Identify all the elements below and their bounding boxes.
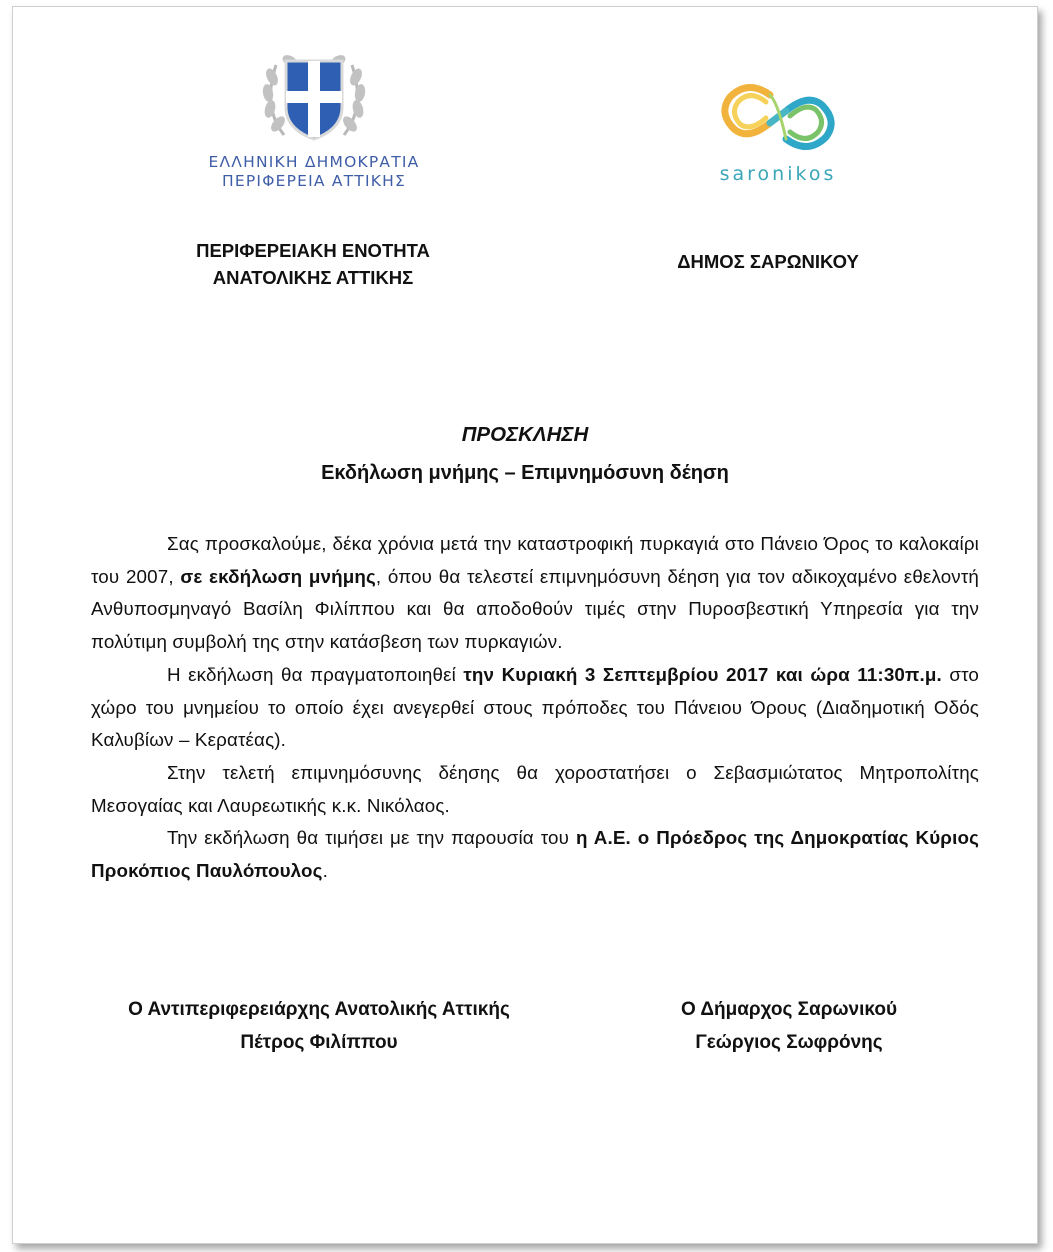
- paragraph-4: [91, 822, 979, 887]
- hellenic-republic-logo: [199, 47, 429, 207]
- paragraph-2-text-a: Η εκδήλωση θα πραγματοποιηθεί: [167, 663, 464, 685]
- paragraph-3: Στην τελετή επιμνημόσυνης δέησης θα χοροστατήσει ο Σεβασμιώτατος Μητροπολίτης Μεσογαίας και Λαυρεωτικής κ.κ. Νικόλαος.: [91, 761, 979, 816]
- paragraph-1-bold: σε εκδήλωση μνήμης: [180, 565, 376, 587]
- document-page: [12, 6, 1038, 1244]
- signature-right-name: Γεώργιος Σωφρόνης: [695, 1032, 883, 1053]
- municipality-heading: ΔΗΜΟΣ ΣΑΡΩΝΙΚΟΥ: [677, 251, 859, 272]
- regional-unit-heading: [153, 237, 473, 291]
- paragraph-2: [91, 659, 979, 757]
- paragraph-1: [91, 528, 979, 659]
- paragraph-1-text-c: , όπου θα τελεστεί επιμνημόσυνη δέηση για τον αδικοχαμένο εθελοντή Ανθυποσμηναγό Βασίλη Φιλίππου και θα αποδοθούν τιμές στην Πυροσβεστική Υπηρεσία για την πολύτιμη συμβολή της στην κατάσβεση των πυρκαγιών.: [91, 565, 979, 653]
- paragraph-4-bold: η Α.Ε. ο Πρόεδρος της Δημοκρατίας Κύριος Προκόπιος Παυλόπουλος: [91, 827, 979, 882]
- saronikos-logo: [703, 75, 853, 205]
- invitation-body: [91, 528, 979, 888]
- signature-left-name: Πέτρος Φιλίππου: [240, 1032, 398, 1053]
- paragraph-4-text-a: Την εκδήλωση θα τιμήσει με την παρουσία του: [167, 827, 576, 849]
- paragraph-2-text-c: στο χώρο του μνημείου το οποίο έχει ανεγερθεί στους πρόποδες του Πάνειου Όρους (Διαδημοτική Οδός Καλυβίων – Κερατέας).: [91, 663, 979, 751]
- invitation-subtitle: Εκδήλωση μνήμης – Επιμνημόσυνη δέηση: [321, 462, 729, 484]
- logo-line-1: ΕΛΛΗΝΙΚΗ ΔΗΜΟΚΡΑΤΙΑ: [208, 153, 420, 171]
- paragraph-4-text-c: .: [322, 860, 328, 882]
- regional-unit-line-2: ΑΝΑΤΟΛΙΚΗΣ ΑΤΤΙΚΗΣ: [212, 267, 414, 288]
- signature-left-role: Ο Αντιπεριφερειάρχης Ανατολικής Αττικής: [128, 999, 510, 1020]
- signature-right: [629, 993, 949, 1059]
- signature-right-role: Ο Δήμαρχος Σαρωνικού: [680, 999, 898, 1020]
- regional-unit-line-1: ΠΕΡΙΦΕΡΕΙΑΚΗ ΕΝΟΤΗΤΑ: [196, 240, 430, 261]
- coat-of-arms-icon: [254, 47, 374, 147]
- logo-line-2: ΠΕΡΙΦΕΡΕΙΑ ΑΤΤΙΚΗΣ: [222, 172, 406, 190]
- logo-wordmark: saronikos: [719, 163, 837, 185]
- invitation-title: ΠΡΟΣΚΛΗΣΗ: [461, 423, 589, 446]
- saronikos-swirl-icon: [708, 75, 848, 159]
- signature-left: [79, 993, 559, 1059]
- paragraph-1-text-a: Σας προσκαλούμε, δέκα χρόνια μετά την καταστροφική πυρκαγιά στο Πάνειο Όρος το καλοκαίρι του 2007,: [91, 533, 979, 587]
- paragraph-2-bold: την Κυριακή 3 Σεπτεμβρίου 2017 και ώρα 11:30π.μ.: [463, 663, 942, 685]
